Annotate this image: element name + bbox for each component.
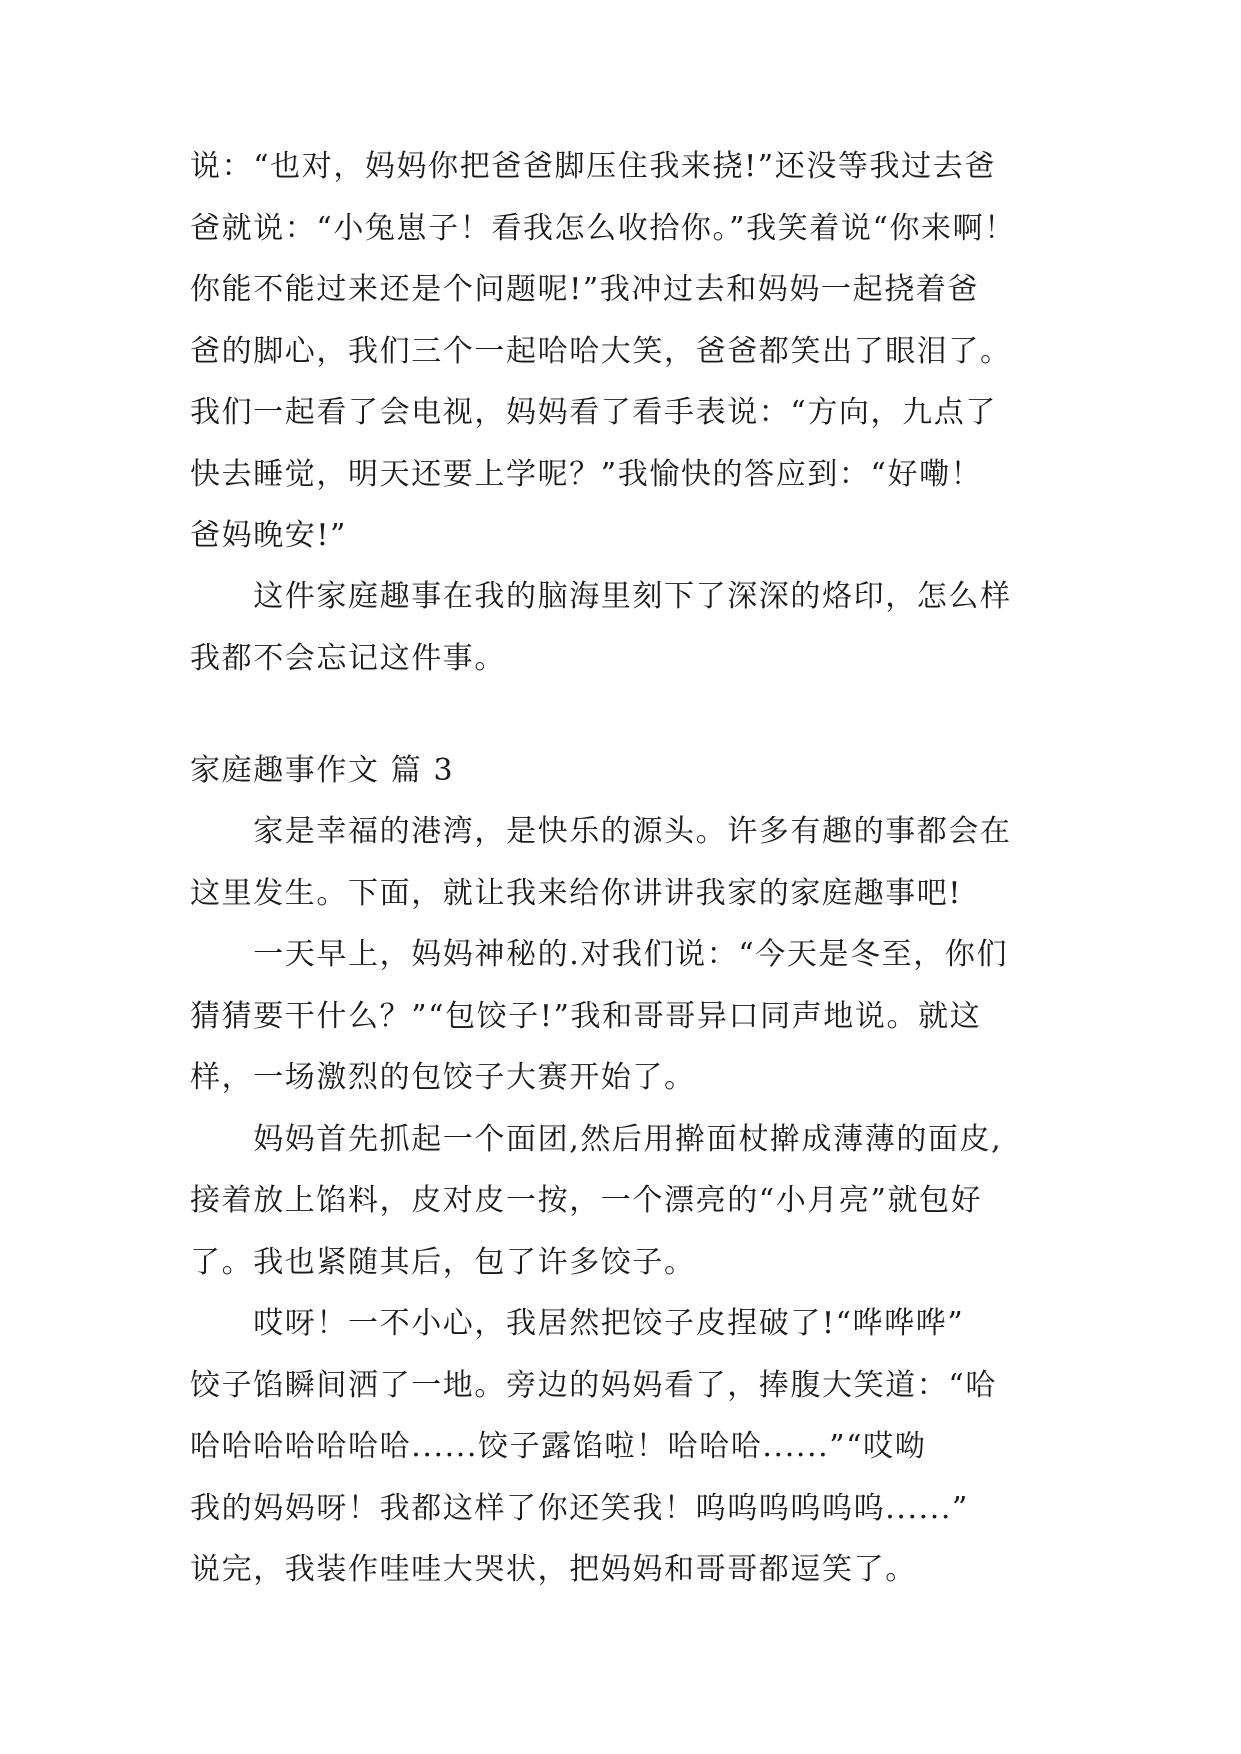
text-line: 妈妈首先抓起一个面团,然后用擀面杖擀成薄薄的面皮,	[190, 1121, 1003, 1157]
text-line: 爸的脚心，我们三个一起哈哈大笑，爸爸都笑出了眼泪了。	[190, 333, 1012, 369]
text-line: 了。我也紧随其后，包了许多饺子。	[190, 1244, 696, 1280]
text-line: 哎呀！一不小心，我居然把饺子皮捏破了!“哗哗哗”	[190, 1306, 965, 1341]
text-line: 说：“也对，妈妈你把爸爸脚压住我来挠!”还没等我过去爸	[190, 149, 996, 184]
text-line: 我的妈妈呀！我都这样了你还笑我！呜呜呜呜呜呜......”	[190, 1490, 969, 1526]
article-heading: 家庭趣事作文 篇 3	[190, 753, 455, 788]
text-line: 样，一场激烈的包饺子大赛开始了。	[190, 1060, 696, 1095]
text-line: 我都不会忘记这件事。	[190, 640, 506, 676]
text-line: 这件家庭趣事在我的脑海里刻下了深深的烙印，怎么样	[190, 579, 1012, 614]
text-line: 快去睡觉，明天还要上学呢？”我愉快的答应到：“好嘞！	[190, 456, 983, 492]
text-line: 哈哈哈哈哈哈哈......饺子露馅啦！哈哈哈......”“哎呦	[190, 1429, 927, 1464]
text-line: 说完，我装作哇哇大哭状，把妈妈和哥哥都逗笑了。	[190, 1552, 917, 1587]
text-line: 爸就说：“小兔崽子！看我怎么收拾你。”我笑着说“你来啊！	[190, 210, 1016, 246]
text-line: 爸妈晚安!”	[190, 518, 347, 553]
text-line: 我们一起看了会电视，妈妈看了看手表说：“方向，九点了	[190, 395, 997, 430]
conclusion-paragraph	[190, 566, 1070, 689]
text-line: 猜猜要干什么？”“包饺子!”我和哥哥异口同声地说。就这	[190, 998, 982, 1034]
text-line: 这里发生。下面，就让我来给你讲讲我家的家庭趣事吧!	[190, 875, 963, 911]
continuation-paragraph	[190, 136, 1070, 567]
text-line: 你能不能过来还是个问题呢!”我冲过去和妈妈一起挠着爸	[190, 272, 979, 307]
text-line: 一天早上，妈妈神秘的.对我们说：“今天是冬至，你们	[190, 937, 1009, 972]
text-line: 家是幸福的港湾，是快乐的源头。许多有趣的事都会在	[190, 814, 1012, 849]
text-line: 饺子馅瞬间洒了一地。旁边的妈妈看了，捧腹大笑道：“哈	[190, 1367, 997, 1403]
article-body	[190, 801, 1070, 1601]
text-line: 接着放上馅料，皮对皮一按，一个漂亮的“小月亮”就包好	[190, 1183, 983, 1218]
